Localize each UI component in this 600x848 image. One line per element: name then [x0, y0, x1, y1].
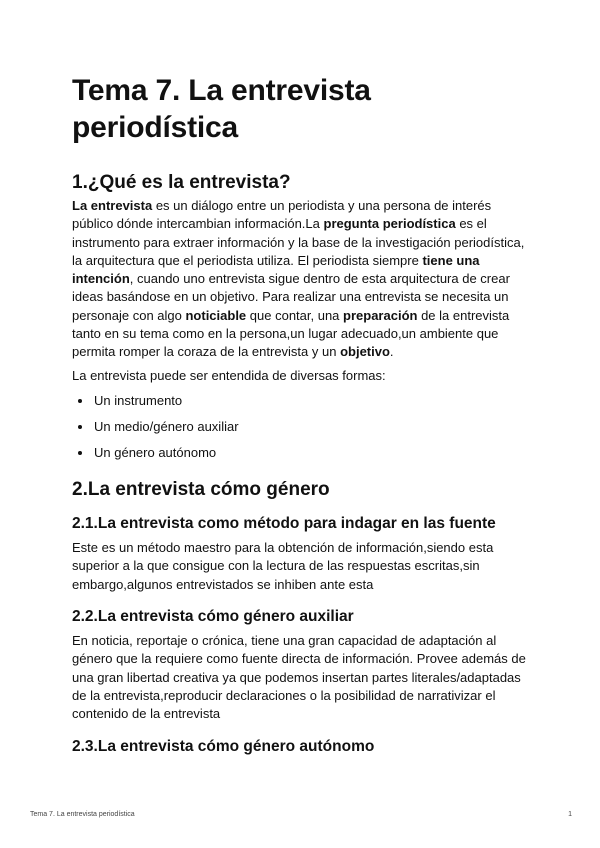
- list-item: Un instrumento: [72, 392, 532, 418]
- bold-term: preparación: [343, 307, 418, 323]
- bold-term: tiene una intención: [72, 252, 480, 287]
- list-item: Un medio/género auxiliar: [72, 418, 532, 444]
- paragraph-text: de la entrevista tanto en su tema como en la persona,un lugar adecuado,un ambiente que permita romper la coraza de la entrevista y un: [72, 307, 510, 360]
- subsection-2-1-text: Este es un método maestro para la obtención de información,siendo esta superior a la que consigue con la lectura de las respuestas escritas,sin embargo,algunos entrevistados se inhiben ante esta: [72, 540, 494, 592]
- page-title: Tema 7. La entrevista periodística: [72, 74, 371, 144]
- subsection-heading-2-1: 2.1.La entrevista como método para indagar en las fuente: [72, 515, 496, 532]
- bold-term: pregunta periodística: [323, 216, 456, 232]
- list-item: Un género autónomo: [72, 444, 532, 470]
- bullet-icon: [78, 425, 82, 429]
- bullet-icon: [78, 451, 82, 455]
- section-1-intro-list: La entrevista puede ser entendida de diversas formas:: [72, 368, 386, 383]
- section-heading-1: 1.¿Qué es la entrevista?: [72, 172, 291, 193]
- section-1-paragraph: [72, 197, 532, 362]
- footer-page-number: 1: [568, 811, 572, 818]
- footer-document-title: Tema 7. La entrevista periodística: [30, 811, 135, 818]
- bold-term: noticiable: [185, 307, 247, 323]
- bold-term: objetivo: [340, 344, 390, 360]
- paragraph-text: .: [389, 344, 394, 360]
- subsection-heading-2-3: 2.3.La entrevista cómo género autónomo: [72, 738, 375, 755]
- subsection-heading-2-2: 2.2.La entrevista cómo género auxiliar: [72, 608, 354, 625]
- paragraph-text: , cuando uno entrevista sigue dentro de esta arquitectura de crear ideas basándose en un objetivo. Para realizar una entrevista se necesita un personaje con algo: [72, 271, 510, 323]
- paragraph-text: que contar, una: [246, 307, 344, 323]
- paragraph-text: es un diálogo entre un periodista y una persona de interés público dónde intercambian información.La: [72, 198, 492, 232]
- subsection-2-2-text: En noticia, reportaje o crónica, tiene una gran capacidad de adaptación al género que la requiere como fuente directa de información. Provee además de una gran libertad creativa ya que podemos insertan partes literales/adaptadas de la entrevista,reproducir declaraciones o la posibilidad de narrativizar el contenido de la entrevista: [72, 633, 526, 722]
- bold-term: La entrevista: [72, 198, 153, 213]
- section-heading-2: 2.La entrevista cómo género: [72, 479, 330, 500]
- bullet-icon: [78, 399, 82, 403]
- bullet-list: [72, 392, 532, 470]
- paragraph-text: es el instrumento para extraer información y la base de la investigación periodística, la arquitectura que el periodista utiliza. El periodista siempre: [72, 216, 525, 268]
